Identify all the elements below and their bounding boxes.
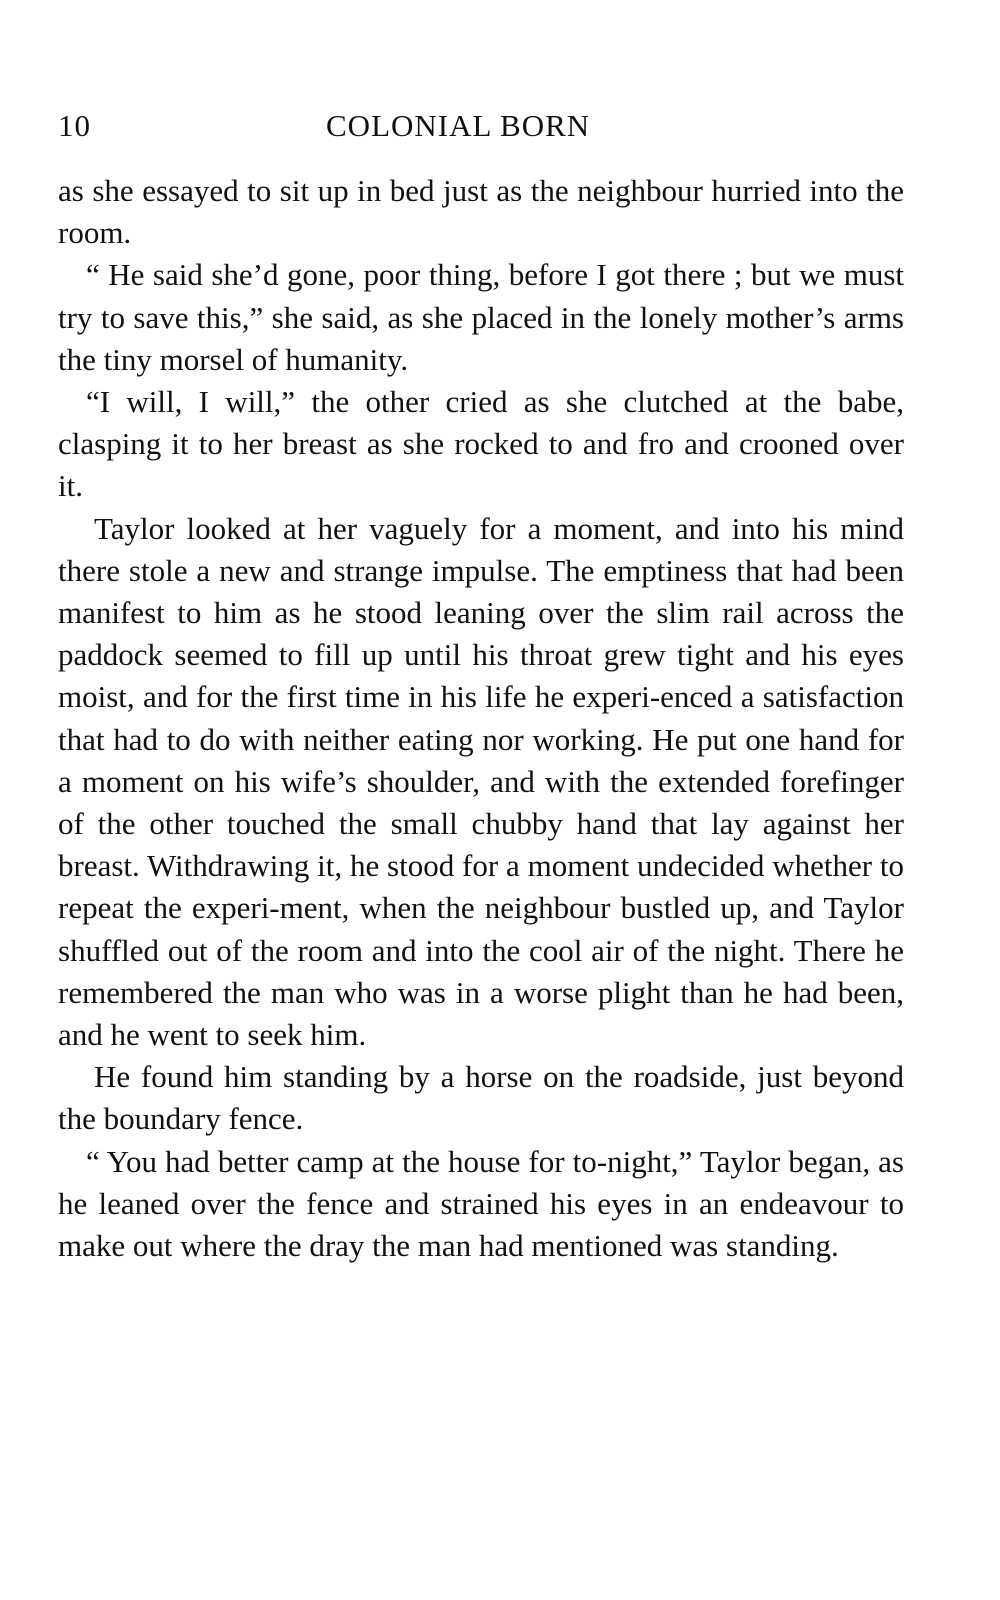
paragraph: “ You had better camp at the house for to-night,” Taylor began, as he leaned over the fence and strained his eyes in an endeavour to make out where the dray the man had mentioned was standing. xyxy=(58,1143,904,1264)
paragraph: “I will, I will,” the other cried as she clutched at the babe, clasping it to her breast as she rocked to and fro and crooned over it. xyxy=(58,384,904,504)
paragraph: He found him standing by a horse on the roadside, just beyond the boundary fence. xyxy=(58,1059,904,1137)
paragraph: “ He said she’d gone, poor thing, before I got there ; but we must try to save this,” she said, as she placed in the lonely mother’s arms the tiny morsel of humanity. xyxy=(58,257,904,377)
body-text xyxy=(58,170,904,1267)
running-title: COLONIAL BORN xyxy=(326,108,591,143)
running-head xyxy=(58,108,904,148)
page-number: 10 xyxy=(58,108,91,143)
paragraph: Taylor looked at her vaguely for a moment, and into his mind there stole a new and strange impulse. The emptiness that had been manifest to him as he stood leaning over the slim rail across the paddock seemed to fill up until his throat grew tight and his eyes moist, and for the first time in his life he experi-enced a satisfaction that had to do with neither eating nor working. He put one hand for a moment on his wife’s shoulder, and with the extended forefinger of the other touched the small chubby hand that lay against her breast. Withdrawing it, he stood for a moment undecided whether to repeat the experi-ment, when the neighbour bustled up, and Taylor shuffled out of the room and into the cool air of the night. There he remembered the man who was in a worse plight than he had been, and he went to seek him. xyxy=(58,510,904,1053)
paragraph: as she essayed to sit up in bed just as the neighbour hurried into the room. xyxy=(58,173,904,251)
